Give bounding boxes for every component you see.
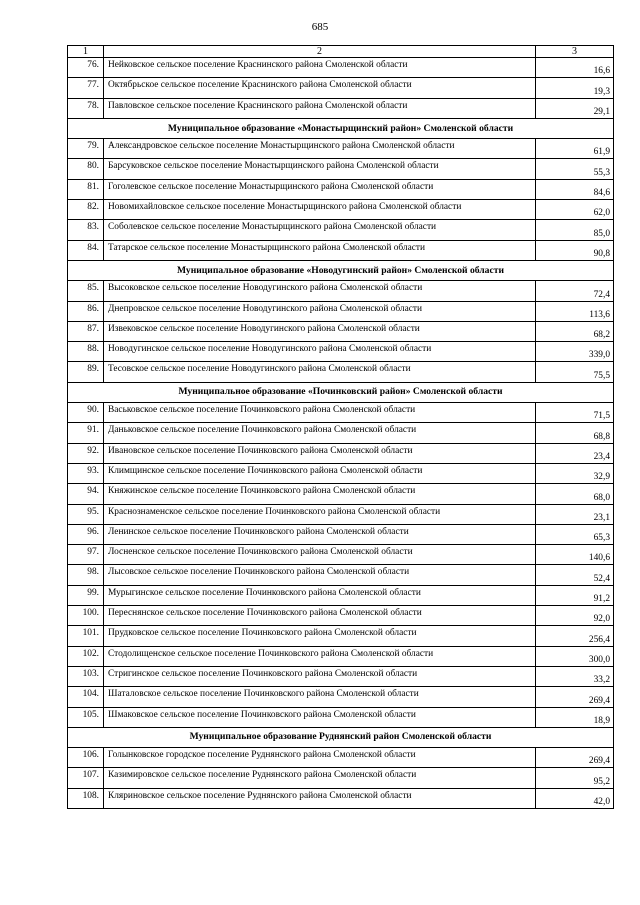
settlement-name: Прудковское сельское поселение Починковского района Смоленской области [104,626,536,646]
table-row [68,788,614,808]
settlement-name: Нейковское сельское поселение Краснинского района Смоленской области [104,58,536,78]
row-value: 55,3 [536,159,614,179]
settlement-name: Казимировское сельское поселение Руднянского района Смоленской области [104,768,536,788]
table-row [68,200,614,220]
row-number: 84. [68,240,104,260]
table-header-row [68,46,614,58]
row-value: 61,9 [536,139,614,159]
settlement-name: Стригинское сельское поселение Починковского района Смоленской области [104,666,536,686]
table-row [68,545,614,565]
row-value: 84,6 [536,179,614,199]
row-value: 269,4 [536,687,614,707]
settlement-name: Новомихайловское сельское поселение Монастырщинского района Смоленской области [104,200,536,220]
row-value: 18,9 [536,707,614,727]
row-value: 16,6 [536,58,614,78]
row-value: 19,3 [536,78,614,98]
settlement-name: Ленинское сельское поселение Починковского района Смоленской области [104,524,536,544]
table-row [68,626,614,646]
settlement-name: Стодолищенское сельское поселение Починковского района Смоленской области [104,646,536,666]
row-number: 90. [68,403,104,423]
settlement-name: Кляриновское сельское поселение Руднянского района Смоленской области [104,788,536,808]
row-value: 68,2 [536,321,614,341]
row-value: 256,4 [536,626,614,646]
section-title: Муниципальное образование «Починковский район» Смоленской области [68,382,614,402]
settlement-name: Переснянское сельское поселение Починковского района Смоленской области [104,606,536,626]
row-number: 76. [68,58,104,78]
row-number: 85. [68,281,104,301]
row-number: 78. [68,98,104,118]
row-value: 68,0 [536,484,614,504]
settlement-name: Лысовское сельское поселение Починковского района Смоленской области [104,565,536,585]
table-row [68,585,614,605]
row-number: 97. [68,545,104,565]
table-row [68,98,614,118]
row-number: 80. [68,159,104,179]
table-row [68,240,614,260]
table-row [68,58,614,78]
row-number: 94. [68,484,104,504]
row-value: 42,0 [536,788,614,808]
section-title: Муниципальное образование «Монастырщинский район» Смоленской области [68,118,614,138]
table-row [68,342,614,362]
settlement-name: Соболевское сельское поселение Монастырщинского района Смоленской области [104,220,536,240]
row-value: 68,8 [536,423,614,443]
row-value: 339,0 [536,342,614,362]
row-number: 101. [68,626,104,646]
section-header-row [68,260,614,280]
settlement-name: Шмаковское сельское поселение Починковского района Смоленской области [104,707,536,727]
settlement-name: Ивановское сельское поселение Починковского района Смоленской области [104,443,536,463]
table-row [68,666,614,686]
row-number: 96. [68,524,104,544]
section-header-row [68,727,614,747]
row-value: 33,2 [536,666,614,686]
row-value: 23,1 [536,504,614,524]
table-row [68,646,614,666]
page-number: 685 [311,21,329,33]
row-number: 87. [68,321,104,341]
table-row [68,687,614,707]
row-number: 81. [68,179,104,199]
row-number: 104. [68,687,104,707]
row-number: 95. [68,504,104,524]
settlement-name: Тесовское сельское поселение Новодугинского района Смоленской области [104,362,536,382]
row-number: 100. [68,606,104,626]
table-row [68,220,614,240]
row-value: 269,4 [536,748,614,768]
table-row [68,139,614,159]
table-row [68,565,614,585]
settlement-name: Высоковское сельское поселение Новодугинского района Смоленской области [104,281,536,301]
row-value: 92,0 [536,606,614,626]
row-value: 52,4 [536,565,614,585]
row-number: 91. [68,423,104,443]
row-number: 86. [68,301,104,321]
row-number: 82. [68,200,104,220]
table-row [68,484,614,504]
row-number: 88. [68,342,104,362]
row-value: 140,6 [536,545,614,565]
column-header-2: 2 [104,46,536,58]
row-number: 92. [68,443,104,463]
row-value: 90,8 [536,240,614,260]
table-row [68,321,614,341]
row-number: 107. [68,768,104,788]
settlement-name: Гоголевское сельское поселение Монастырщинского района Смоленской области [104,179,536,199]
row-value: 91,2 [536,585,614,605]
column-header-3: 3 [536,46,614,58]
table-row [68,504,614,524]
section-title: Муниципальное образование Руднянский район Смоленской области [68,727,614,747]
table-body [68,46,614,809]
row-number: 93. [68,463,104,483]
row-number: 83. [68,220,104,240]
settlement-name: Александровское сельское поселение Монастырщинского района Смоленской области [104,139,536,159]
settlement-name: Климщинское сельское поселение Починковского района Смоленской области [104,463,536,483]
section-header-row [68,118,614,138]
settlement-name: Извековское сельское поселение Новодугинского района Смоленской области [104,321,536,341]
settlement-name: Днепровское сельское поселение Новодугинского района Смоленской области [104,301,536,321]
table-row [68,463,614,483]
row-number: 103. [68,666,104,686]
settlement-name: Мурыгинское сельское поселение Починковского района Смоленской области [104,585,536,605]
row-number: 79. [68,139,104,159]
settlement-name: Голынковское городское поселение Руднянского района Смоленской области [104,748,536,768]
settlements-table [67,45,614,809]
row-number: 99. [68,585,104,605]
row-number: 98. [68,565,104,585]
table-row [68,707,614,727]
column-header-1: 1 [68,46,104,58]
settlement-name: Шаталовское сельское поселение Починковского района Смоленской области [104,687,536,707]
settlement-name: Даньковское сельское поселение Починковского района Смоленской области [104,423,536,443]
row-number: 108. [68,788,104,808]
settlement-name: Павловское сельское поселение Краснинского района Смоленской области [104,98,536,118]
row-value: 300,0 [536,646,614,666]
section-title: Муниципальное образование «Новодугинский район» Смоленской области [68,260,614,280]
row-value: 29,1 [536,98,614,118]
settlement-name: Барсуковское сельское поселение Монастырщинского района Смоленской области [104,159,536,179]
table-row [68,524,614,544]
table-row [68,281,614,301]
row-number: 102. [68,646,104,666]
table-row [68,362,614,382]
row-value: 75,5 [536,362,614,382]
row-number: 89. [68,362,104,382]
settlement-name: Татарское сельское поселение Монастырщинского района Смоленской области [104,240,536,260]
row-value: 65,3 [536,524,614,544]
row-value: 32,9 [536,463,614,483]
table-row [68,301,614,321]
row-number: 105. [68,707,104,727]
table-row [68,78,614,98]
settlement-name: Новодугинское сельское поселение Новодугинского района Смоленской области [104,342,536,362]
settlement-name: Краснознаменское сельское поселение Починковского района Смоленской области [104,504,536,524]
row-value: 113,6 [536,301,614,321]
settlement-name: Лосненское сельское поселение Починковского района Смоленской области [104,545,536,565]
settlement-name: Васьковское сельское поселение Починковского района Смоленской области [104,403,536,423]
row-value: 62,0 [536,200,614,220]
section-header-row [68,382,614,402]
table-row [68,748,614,768]
table-row [68,443,614,463]
row-value: 85,0 [536,220,614,240]
row-value: 95,2 [536,768,614,788]
row-value: 71,5 [536,403,614,423]
settlement-name: Октябрьское сельское поселение Краснинского района Смоленской области [104,78,536,98]
table-row [68,159,614,179]
table-row [68,403,614,423]
row-number: 77. [68,78,104,98]
row-value: 72,4 [536,281,614,301]
table-row [68,768,614,788]
table-row [68,606,614,626]
table-row [68,423,614,443]
settlement-name: Княжинское сельское поселение Починковского района Смоленской области [104,484,536,504]
row-value: 23,4 [536,443,614,463]
row-number: 106. [68,748,104,768]
table-row [68,179,614,199]
